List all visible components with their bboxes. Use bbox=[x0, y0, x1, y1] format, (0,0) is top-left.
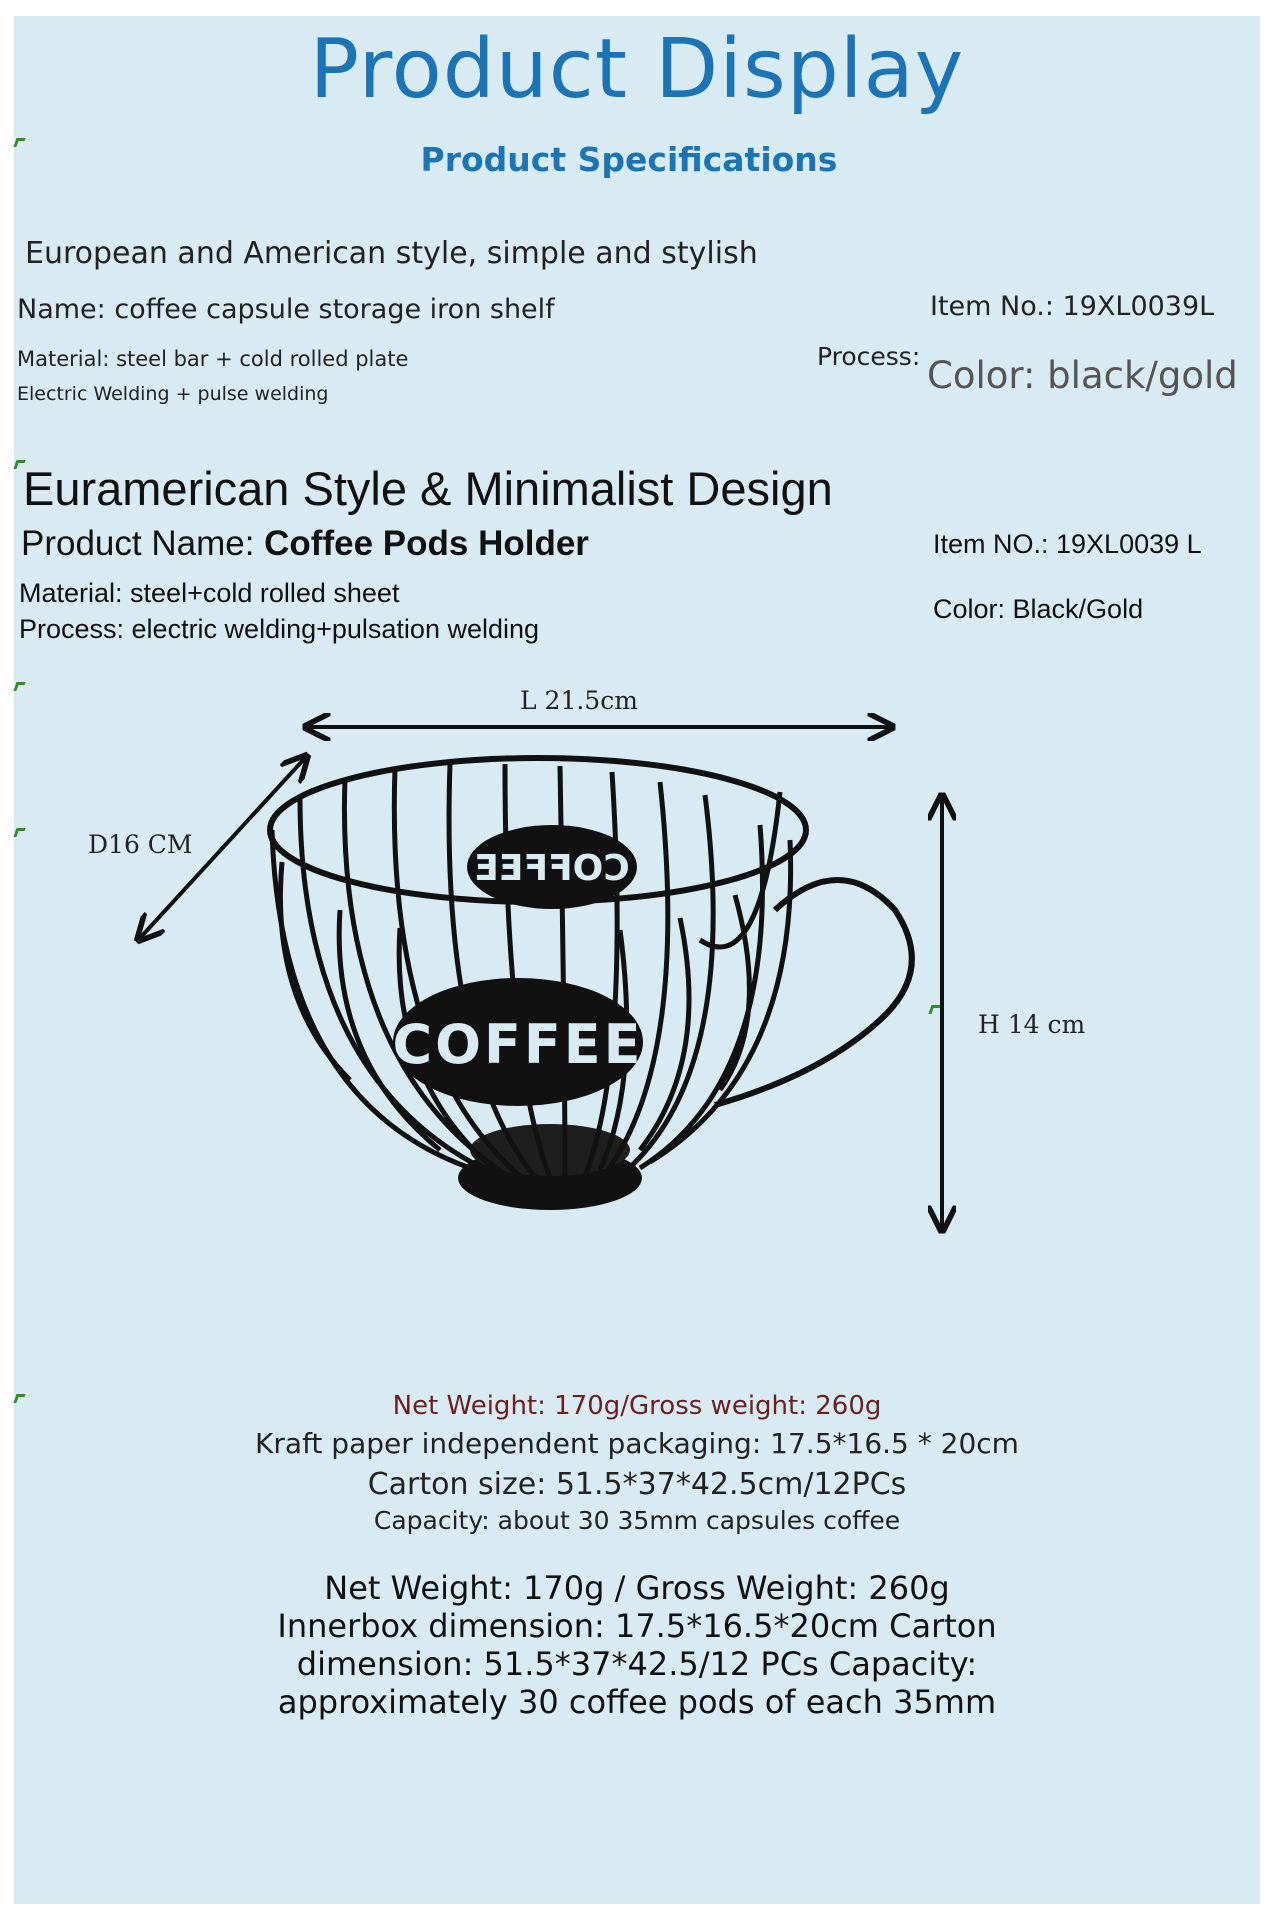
carton-line: dimension: 51.5*37*42.5/12 PCs Capacity: bbox=[296, 1645, 978, 1683]
style-heading: Euramerican Style & Minimalist Design bbox=[23, 462, 833, 515]
innerbox-line: Innerbox dimension: 17.5*16.5*20cm Carton bbox=[277, 1607, 997, 1645]
inner-packaging: Kraft paper independent packaging: 17.5*16.5 * 20cm bbox=[255, 1427, 1019, 1460]
item-number-2: Item NO.: 19XL0039 L bbox=[933, 529, 1202, 559]
color-2: Color: Black/Gold bbox=[933, 594, 1144, 624]
process-value: Electric Welding + pulse welding bbox=[17, 383, 329, 405]
color-value: Color: black/gold bbox=[927, 354, 1238, 397]
length-label: L 21.5cm bbox=[520, 686, 638, 715]
product-name: Name: coffee capsule storage iron shelf bbox=[17, 294, 555, 325]
depth-label: D16 CM bbox=[88, 830, 193, 859]
section-subtitle: Product Specifications bbox=[420, 140, 838, 179]
process-label: Process: bbox=[817, 342, 921, 371]
style-line: European and American style, simple and stylish bbox=[25, 236, 758, 271]
carton-size: Carton size: 51.5*37*42.5cm/12PCs bbox=[367, 1467, 907, 1502]
item-number: Item No.: 19XL0039L bbox=[930, 291, 1215, 322]
cup-handle bbox=[715, 880, 912, 1105]
weight-line-2: Net Weight: 170g / Gross Weight: 260g bbox=[324, 1569, 950, 1607]
back-badge-text: COFFEE bbox=[474, 848, 630, 889]
product-illustration bbox=[0, 680, 1274, 1260]
front-badge-text: COFFEE bbox=[392, 1013, 644, 1076]
height-label: H 14 cm bbox=[978, 1010, 1086, 1039]
product-name-line bbox=[21, 524, 589, 564]
capacity-line: approximately 30 coffee pods of each 35mm bbox=[277, 1683, 997, 1721]
capacity: Capacity: about 30 35mm capsules coffee bbox=[373, 1506, 901, 1535]
process-2: Process: electric welding+pulsation welding bbox=[19, 614, 540, 644]
material: Material: steel bar + cold rolled plate bbox=[17, 347, 409, 371]
net-weight: Net Weight: 170g/Gross weight: 260g bbox=[392, 1391, 882, 1421]
page-title: Product Display bbox=[309, 22, 965, 117]
cup-wire-bars bbox=[272, 764, 791, 1178]
product-name-value: Coffee Pods Holder bbox=[264, 524, 589, 563]
material-2: Material: steel+cold rolled sheet bbox=[19, 578, 400, 608]
product-name-label: Product Name: bbox=[21, 524, 265, 563]
